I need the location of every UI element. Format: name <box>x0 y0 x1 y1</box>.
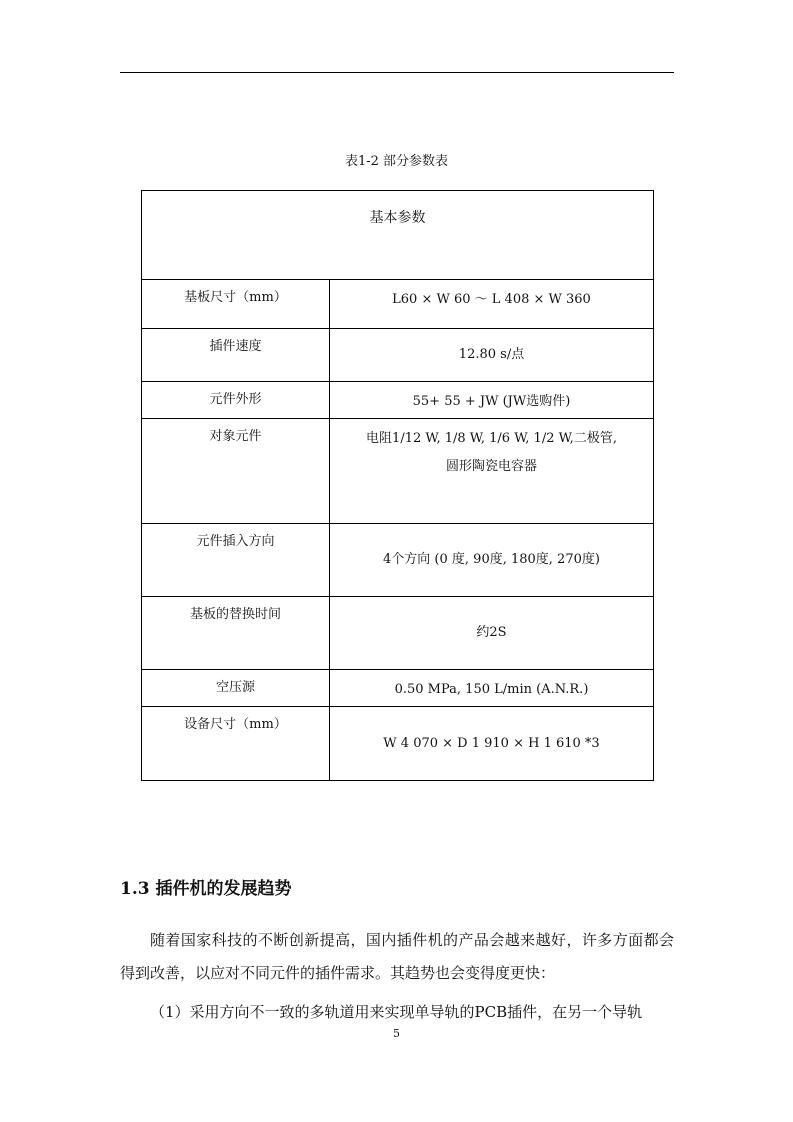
row-value-line: 圆形陶瓷电容器 <box>445 459 537 474</box>
section-title: 1.3 插件机的发展趋势 <box>120 879 292 899</box>
row-label: 空压源 <box>142 670 330 707</box>
row-value-line: 电阻1/12 W, 1/8 W, 1/6 W, 1/2 W,二极管, <box>366 431 617 446</box>
table-header-row <box>142 191 654 280</box>
table-header: 基本参数 <box>142 191 654 280</box>
table-row <box>142 707 654 781</box>
row-value: 12.80 s/点 <box>330 329 654 382</box>
table-row <box>142 597 654 670</box>
body-paragraph: 随着国家科技的不断创新提高，国内插件机的产品会越来越好，许多方面都会得到改善，以应对不同元件的插件需求。其趋势也会变得度更快： <box>120 931 674 982</box>
parameter-table <box>141 190 654 781</box>
row-label: 对象元件 <box>142 419 330 524</box>
table-caption: 表1-2 部分参数表 <box>344 154 449 169</box>
page-number: 5 <box>393 1027 400 1040</box>
row-value: 55+ 55 + JW (JW选购件) <box>330 382 654 419</box>
table-row <box>142 382 654 419</box>
row-label: 元件插入方向 <box>142 524 330 597</box>
table-row <box>142 419 654 524</box>
row-label: 元件外形 <box>142 382 330 419</box>
table-row <box>142 280 654 329</box>
table-row <box>142 670 654 707</box>
row-value: W 4 070 × D 1 910 × H 1 610 *3 <box>330 707 654 781</box>
row-value: L60 × W 60 ～ L 408 × W 360 <box>330 280 654 329</box>
row-value: 4个方向 (0 度, 90度, 180度, 270度) <box>330 524 654 597</box>
row-value <box>330 419 654 524</box>
row-label: 插件速度 <box>142 329 330 382</box>
row-label: 设备尺寸（mm） <box>142 707 330 781</box>
table-row <box>142 524 654 597</box>
header-rule <box>120 72 674 73</box>
body-paragraph: （1）采用方向不一致的多轨道用来实现单导轨的PCB插件，在另一个导轨 <box>150 1003 643 1021</box>
row-label: 基板尺寸（mm） <box>142 280 330 329</box>
row-value: 0.50 MPa, 150 L/min (A.N.R.) <box>330 670 654 707</box>
table-row <box>142 329 654 382</box>
row-value: 约2S <box>330 597 654 670</box>
row-label: 基板的替换时间 <box>142 597 330 670</box>
